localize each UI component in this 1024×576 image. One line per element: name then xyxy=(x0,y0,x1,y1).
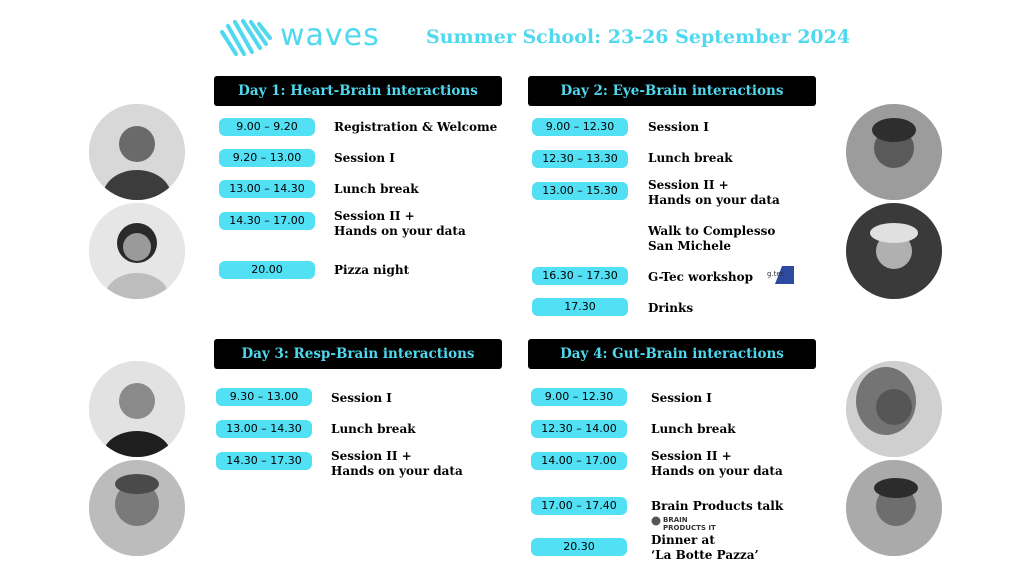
day4-label-5: Dinner at ‘La Botte Pazza’ xyxy=(651,533,759,562)
gtec-logo xyxy=(765,264,795,286)
day4-time-5: 20.30 xyxy=(531,538,627,556)
avatar xyxy=(846,104,942,200)
day1-label-3: Lunch break xyxy=(334,182,419,196)
day4-label-3: Session II + Hands on your data xyxy=(651,449,783,478)
day2-label-2: Lunch break xyxy=(648,151,733,165)
day1-label-1: Registration & Welcome xyxy=(334,120,498,134)
day2-label-4: Walk to Complesso San Michele xyxy=(648,224,776,253)
brain-products-text: BRAIN PRODUCTS IT xyxy=(663,516,716,532)
day3-label-2: Lunch break xyxy=(331,422,416,436)
day2-time-5: 16.30 – 17.30 xyxy=(532,267,628,285)
waves-logo-icon xyxy=(218,18,274,58)
day4-time-4: 17.00 – 17.40 xyxy=(531,497,627,515)
avatar xyxy=(846,460,942,556)
day3-time-1: 9.30 – 13.00 xyxy=(216,388,312,406)
avatar xyxy=(89,460,185,556)
logo-text: waves xyxy=(280,18,380,53)
day1-time-2: 9.20 – 13.00 xyxy=(219,149,315,167)
day1-label-5: Pizza night xyxy=(334,263,410,277)
day1-header: Day 1: Heart-Brain interactions xyxy=(214,76,502,106)
day4-label-1: Session I xyxy=(651,391,712,405)
day2-label-6: Drinks xyxy=(648,301,694,315)
day2-time-3: 13.00 – 15.30 xyxy=(532,182,628,200)
day3-time-2: 13.00 – 14.30 xyxy=(216,420,312,438)
day2-time-2: 12.30 – 13.30 xyxy=(532,150,628,168)
brain-products-icon xyxy=(651,516,661,526)
day3-time-3: 14.30 – 17.30 xyxy=(216,452,312,470)
day4-header: Day 4: Gut-Brain interactions xyxy=(528,339,816,369)
day1-label-4: Session II + Hands on your data xyxy=(334,209,466,238)
day4-label-2: Lunch break xyxy=(651,422,736,436)
waves-logo xyxy=(218,18,274,62)
day1-label-2: Session I xyxy=(334,151,395,165)
day1-time-1: 9.00 – 9.20 xyxy=(219,118,315,136)
avatar xyxy=(89,104,185,200)
day1-time-3: 13.00 – 14.30 xyxy=(219,180,315,198)
day2-time-1: 9.00 – 12.30 xyxy=(532,118,628,136)
day4-time-2: 12.30 – 14.00 xyxy=(531,420,627,438)
day2-time-6: 17.30 xyxy=(532,298,628,316)
day4-time-1: 9.00 – 12.30 xyxy=(531,388,627,406)
day4-label-4: Brain Products talk xyxy=(651,499,784,513)
page-title: Summer School: 23-26 September 2024 xyxy=(426,26,851,48)
avatar xyxy=(846,361,942,457)
day3-header: Day 3: Resp-Brain interactions xyxy=(214,339,502,369)
gtec-logo-text: g.tec xyxy=(767,270,785,278)
avatar xyxy=(89,361,185,457)
day3-label-3: Session II + Hands on your data xyxy=(331,449,463,478)
avatar xyxy=(846,203,942,299)
day2-label-5: G-Tec workshop xyxy=(648,270,753,284)
avatar xyxy=(89,203,185,299)
day3-label-1: Session I xyxy=(331,391,392,405)
day2-header: Day 2: Eye-Brain interactions xyxy=(528,76,816,106)
day2-label-1: Session I xyxy=(648,120,709,134)
brain-products-logo xyxy=(651,515,719,532)
day4-time-3: 14.00 – 17.00 xyxy=(531,452,627,470)
day2-label-3: Session II + Hands on your data xyxy=(648,178,780,207)
day1-time-4: 14.30 – 17.00 xyxy=(219,212,315,230)
day1-time-5: 20.00 xyxy=(219,261,315,279)
